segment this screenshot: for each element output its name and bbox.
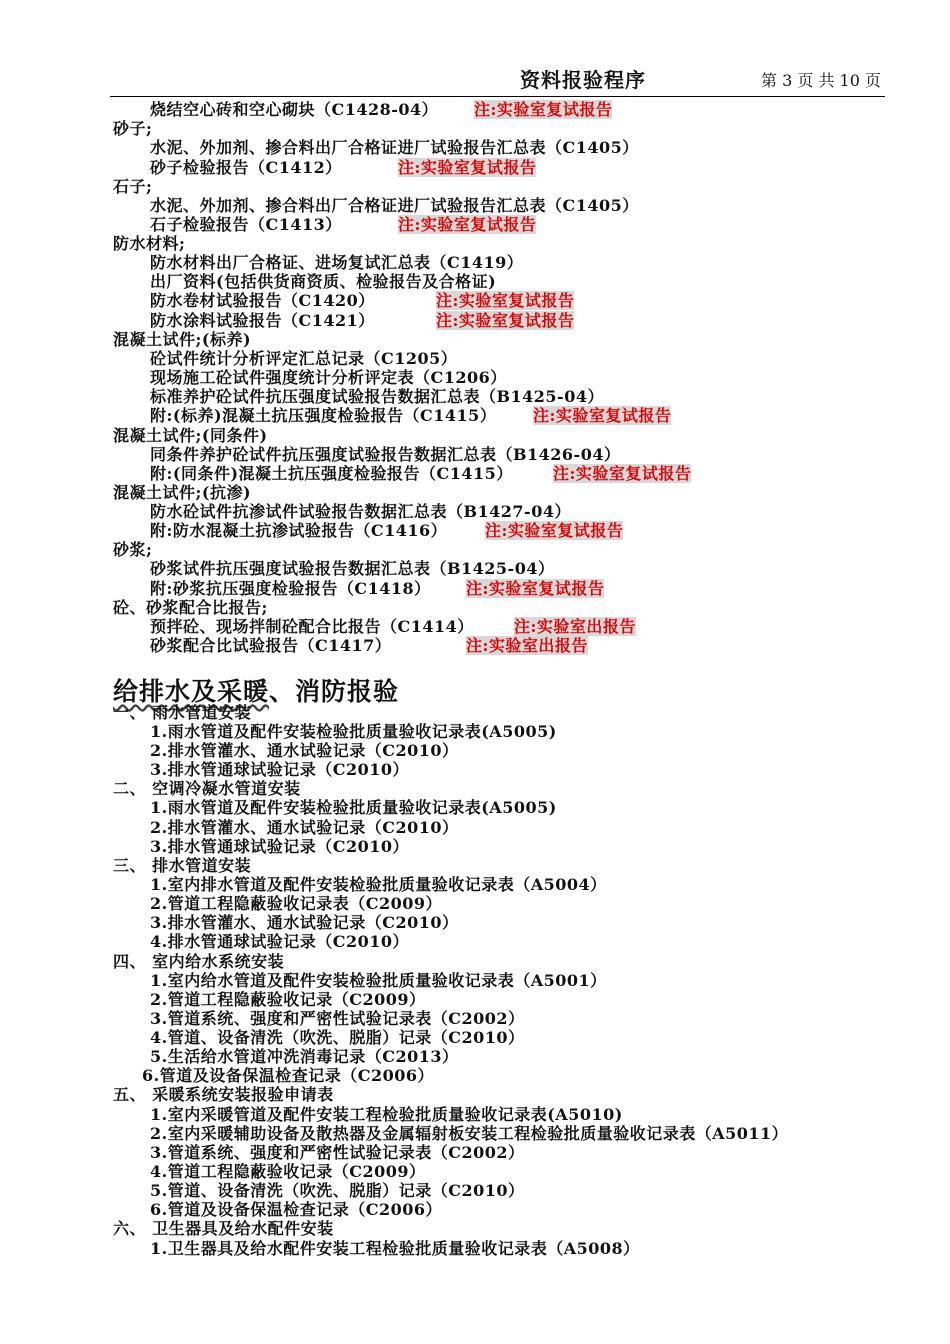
plumbing-item [150,1181,524,1200]
material-item-text: 出厂资料(包括供货商资质、检验报告及合格证) [150,272,497,291]
material-item [150,158,342,177]
plumbing-item [150,1009,524,1028]
plumbing-item-text: 3.管道系统、强度和严密性试验记录表（C2002） [150,1143,525,1162]
material-item [150,291,375,310]
plumbing-item [150,971,607,990]
plumbing-item-text: 六、 卫生器具及给水配件安装 [113,1219,334,1238]
plumbing-item-text: 6.管道及设备保温检查记录（C2006） [142,1066,434,1085]
plumbing-item [113,779,301,798]
material-item [150,368,507,387]
plumbing-item-text: 一、 雨水管道安装 [113,703,252,722]
page-header [110,62,885,97]
lab-note: 注:实验室出报告 [514,617,636,636]
material-item [113,119,152,138]
plumbing-item [150,1162,425,1181]
plumbing-item [150,913,458,932]
plumbing-item-text: 3.管道系统、强度和严密性试验记录表（C2002） [150,1009,525,1028]
plumbing-item-text: 3.排水管通球试验记录（C2010） [150,760,409,779]
lab-note-line [436,311,574,330]
material-item [113,330,251,349]
plumbing-item-text: 1.卫生器具及给水配件安装工程检验批质量验收记录表（A5008） [150,1239,640,1258]
plumbing-item-text: 1.雨水管道及配件安装检验批质量验收记录表(A5005) [150,798,557,817]
lab-note: 注:实验室复试报告 [553,464,692,483]
lab-note-line [466,636,588,655]
material-item [150,387,604,406]
material-item-text: 同条件养护砼试件抗压强度试验报告数据汇总表（B1426-04） [150,445,621,464]
plumbing-item-text: 5.管道、设备清洗（吹洗、脱脂）记录（C2010） [150,1181,525,1200]
plumbing-item-text: 1.室内排水管道及配件安装检验批质量验收记录表（A5004） [150,875,607,894]
lab-note: 注:实验室复试报告 [436,311,575,330]
plumbing-item [150,1028,524,1047]
material-item-text: 现场施工砼试件强度统计分析评定表（C1206） [150,368,507,387]
plumbing-item-text: 3.排水管通球试验记录（C2010） [150,837,409,856]
lab-note-line [398,215,536,234]
material-item [113,234,185,253]
material-item-text: 石子; [113,177,153,196]
plumbing-item-text: 1.雨水管道及配件安装检验批质量验收记录表(A5005) [150,722,557,741]
plumbing-item [113,1219,334,1238]
material-item [150,502,571,521]
lab-note: 注:实验室出报告 [466,636,588,655]
page-number: 第 3 页 共 10 页 [761,71,881,90]
material-item [150,196,639,215]
material-item [150,349,457,368]
plumbing-item [150,1047,458,1066]
material-item-text: 防水材料出厂合格证、进场复试汇总表（C1419） [150,253,524,272]
lab-note: 注:实验室复试报告 [485,521,624,540]
material-item-text: 混凝土试件;(抗渗) [113,483,252,502]
material-item-text: 预拌砼、现场拌制砼配合比报告（C1414） [150,617,474,636]
material-item-text: 石子检验报告（C1413） [150,215,342,234]
material-item-text: 砂浆配合比试验报告（C1417） [150,636,392,655]
material-item-text: 混凝土试件;(同条件) [113,426,268,445]
lab-note-line [466,579,604,598]
plumbing-item [150,722,557,741]
material-item-text: 水泥、外加剂、掺合料出厂合格证进厂试验报告汇总表（C1405） [150,196,639,215]
plumbing-item [150,798,557,817]
material-item-text: 砂子检验报告（C1412） [150,158,342,177]
plumbing-item [150,1239,640,1258]
material-item-text: 附:(同条件)混凝土抗压强度检验报告（C1415） [150,464,513,483]
material-item-text: 砼、砂浆配合比报告; [113,598,268,617]
plumbing-item [150,1124,788,1143]
material-item [150,311,375,330]
material-item [150,464,513,483]
material-item-text: 砂浆; [113,540,153,559]
material-item-text: 附:(标养)混凝土抗压强度检验报告（C1415） [150,406,497,425]
material-item [150,445,620,464]
plumbing-item [150,932,409,951]
plumbing-item-text: 2.管道工程隐蔽验收记录表（C2009） [150,894,442,913]
lab-note-line [474,100,612,119]
plumbing-item [113,952,284,971]
material-item [113,426,268,445]
material-item [150,100,438,119]
material-item [150,521,447,540]
plumbing-item-text: 2.室内采暖辅助设备及散热器及金属辐射板安装工程检验批质量验收记录表（A5011） [150,1124,789,1143]
plumbing-item [150,1105,623,1124]
material-item-text: 混凝土试件;(标养) [113,330,252,349]
plumbing-item [113,1085,334,1104]
material-item [150,138,639,157]
plumbing-item [150,875,607,894]
material-item [150,559,554,578]
material-item [150,215,342,234]
plumbing-item-text: 1.室内给水管道及配件安装检验批质量验收记录表（A5001） [150,971,607,990]
lab-note: 注:实验室复试报告 [474,100,613,119]
lab-note: 注:实验室复试报告 [533,406,672,425]
lab-note-line [398,158,536,177]
material-item-text: 水泥、外加剂、掺合料出厂合格证进厂试验报告汇总表（C1405） [150,138,639,157]
plumbing-item-text: 3.排水管灌水、通水试验记录（C2010） [150,913,459,932]
lab-note: 注:实验室复试报告 [436,291,575,310]
plumbing-item-text: 2.排水管灌水、通水试验记录（C2010） [150,741,459,760]
lab-note: 注:实验室复试报告 [398,158,537,177]
lab-note-line [533,406,671,425]
plumbing-item-text: 4.排水管通球试验记录（C2010） [150,932,409,951]
lab-note-line [553,464,691,483]
plumbing-item-text: 5.生活给水管道冲洗消毒记录（C2013） [150,1047,459,1066]
material-item [150,579,431,598]
section-title-underlined: 给排水及采暖 [113,677,270,706]
material-item-text: 砂浆试件抗压强度试验报告数据汇总表（B1425-04） [150,559,555,578]
plumbing-item [150,837,409,856]
plumbing-item [150,894,442,913]
plumbing-item-text: 4.管道、设备清洗（吹洗、脱脂）记录（C2010） [150,1028,525,1047]
material-item-text: 防水材料; [113,234,186,253]
lab-note-line [485,521,623,540]
plumbing-item-text: 6.管道及设备保温检查记录（C2006） [150,1200,442,1219]
material-item [113,598,268,617]
plumbing-item-text: 4.管道工程隐蔽验收记录（C2009） [150,1162,426,1181]
material-item [150,253,523,272]
material-item-text: 防水砼试件抗渗试件试验报告数据汇总表（B1427-04） [150,502,571,521]
material-item [113,483,251,502]
material-item-text: 附:砂浆抗压强度检验报告（C1418） [150,579,431,598]
plumbing-item [150,818,458,837]
plumbing-item-text: 2.管道工程隐蔽验收记录（C2009） [150,990,426,1009]
material-item [113,540,152,559]
material-item [150,636,391,655]
material-item-text: 防水卷材试验报告（C1420） [150,291,375,310]
material-item [150,406,496,425]
plumbing-item-text: 四、 室内给水系统安装 [113,952,285,971]
plumbing-item [150,760,409,779]
material-item [113,177,152,196]
plumbing-item [150,1200,442,1219]
material-item [150,617,474,636]
plumbing-item [150,1143,524,1162]
material-item-text: 砂子; [113,119,153,138]
material-item-text: 烧结空心砖和空心砌块（C1428-04） [150,100,439,119]
header-title: 资料报验程序 [520,68,646,92]
plumbing-item-text: 2.排水管灌水、通水试验记录（C2010） [150,818,459,837]
lab-note: 注:实验室复试报告 [466,579,605,598]
lab-note-line [514,617,636,636]
material-item-text: 附:防水混凝土抗渗试验报告（C1416） [150,521,448,540]
plumbing-item [150,990,425,1009]
lab-note: 注:实验室复试报告 [398,215,537,234]
plumbing-item [142,1066,434,1085]
section-title-rest: 、消防报验 [269,677,400,706]
material-item-text: 标准养护砼试件抗压强度试验报告数据汇总表（B1425-04） [150,387,604,406]
material-item-text: 砼试件统计分析评定汇总记录（C1205） [150,349,458,368]
plumbing-item [150,741,458,760]
material-item [150,272,496,291]
material-item-text: 防水涂料试验报告（C1421） [150,311,375,330]
lab-note-line [436,291,574,310]
plumbing-item-text: 二、 空调冷凝水管道安装 [113,779,301,798]
plumbing-item-text: 1.室内采暖管道及配件安装工程检验批质量验收记录表(A5010) [150,1105,623,1124]
plumbing-item [113,703,251,722]
plumbing-item-text: 三、 排水管道安装 [113,856,252,875]
plumbing-item-text: 五、 采暖系统安装报验申请表 [113,1085,334,1104]
plumbing-item [113,856,251,875]
